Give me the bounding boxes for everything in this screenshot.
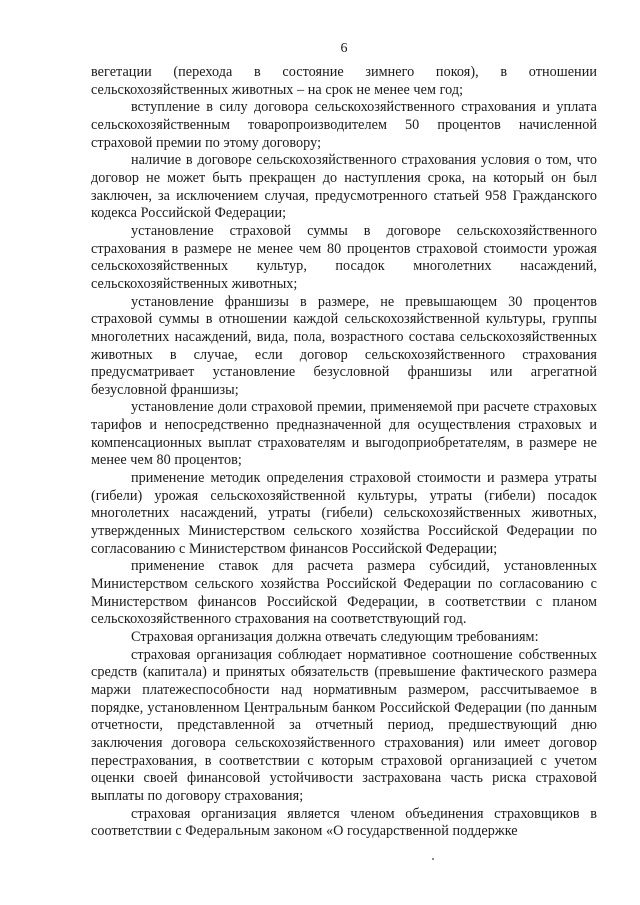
page-number: 6	[340, 41, 348, 56]
paragraph-8: применение ставок для расчета размера субсидий, установленных Министерством сельского хозяйства Российской Федерации по согласованию с Министерством финансов Российской Федерации, в соответствии с планом сельскохозяйственного страхования на соответствующий год.	[91, 558, 597, 628]
paragraph-6: установление доли страховой премии, применяемой при расчете страховых тарифов и непосредственно предназначенной для осуществления страховых и компенсационных выплат страхователям и выгодоприобретателям, в размере не менее чем 80 процентов;	[91, 399, 597, 469]
paragraph-3: наличие в договоре сельскохозяйственного страхования условия о том, что договор не может быть прекращен до наступления срока, на который он был заключен, за исключением случая, предусмотренного статьей 958 Гражданского кодекса Российской Федерации;	[91, 152, 597, 222]
paragraph-7: применение методик определения страховой стоимости и размера утраты (гибели) урожая сельскохозяйственной культуры, утраты (гибели) посадок многолетних насаждений, утраты (гибели) сельскохозяйственных животных, утвержденных Министерством сельского хозяйства Российской Федерации по согласованию с Министерством финансов Российской Федерации;	[91, 470, 597, 557]
paragraph-10: страховая организация соблюдает нормативное соотношение собственных средств (капитала) и принятых обязательств (превышение фактического размера маржи платежеспособности над нормативным размером, рассчитываемое в порядке, установленном Центральным банком Российской Федерации (по данным отчетности, представленной за отчетный период, предшествующий дню заключения договора сельскохозяйственного страхования) или имеет договор перестрахования, в соответствии с которым страховой организацией с учетом оценки своей финансовой устойчивости застрахована часть риска страховой выплаты по договору страхования;	[91, 646, 597, 804]
paragraph-5: установление франшизы в размере, не превышающем 30 процентов страховой суммы в отношении каждой сельскохозяйственной культуры, группы многолетних насаждений, вида, пола, возрастного состава сельскохозяйственных животных в случае, если договор сельскохозяйственного страхования предусматривает установление безусловной франшизы или агрегатной безусловной франшизы;	[91, 293, 597, 398]
paragraph-11: страховая организация является членом объединения страховщиков в соответствии с Федеральным законом «О государственной поддержке	[91, 805, 597, 840]
paragraph-2: вступление в силу договора сельскохозяйственного страхования и уплата сельскохозяйственным товаропроизводителем 50 процентов начисленной страховой премии по этому договору;	[91, 99, 597, 151]
paragraph-9: Страховая организация должна отвечать следующим требованиям:	[131, 629, 539, 645]
paragraph-4: установление страховой суммы в договоре сельскохозяйственного страхования в размере не менее чем 80 процентов страховой стоимости урожая сельскохозяйственных культур, посадок многолетних насаждений, сельскохозяйственных животных;	[91, 222, 597, 292]
scan-speck	[432, 858, 434, 860]
paragraph-1: вегетации (перехода в состояние зимнего покоя), в отношении сельскохозяйственных животных – на срок не менее чем год;	[91, 64, 597, 98]
body-text	[91, 64, 597, 841]
